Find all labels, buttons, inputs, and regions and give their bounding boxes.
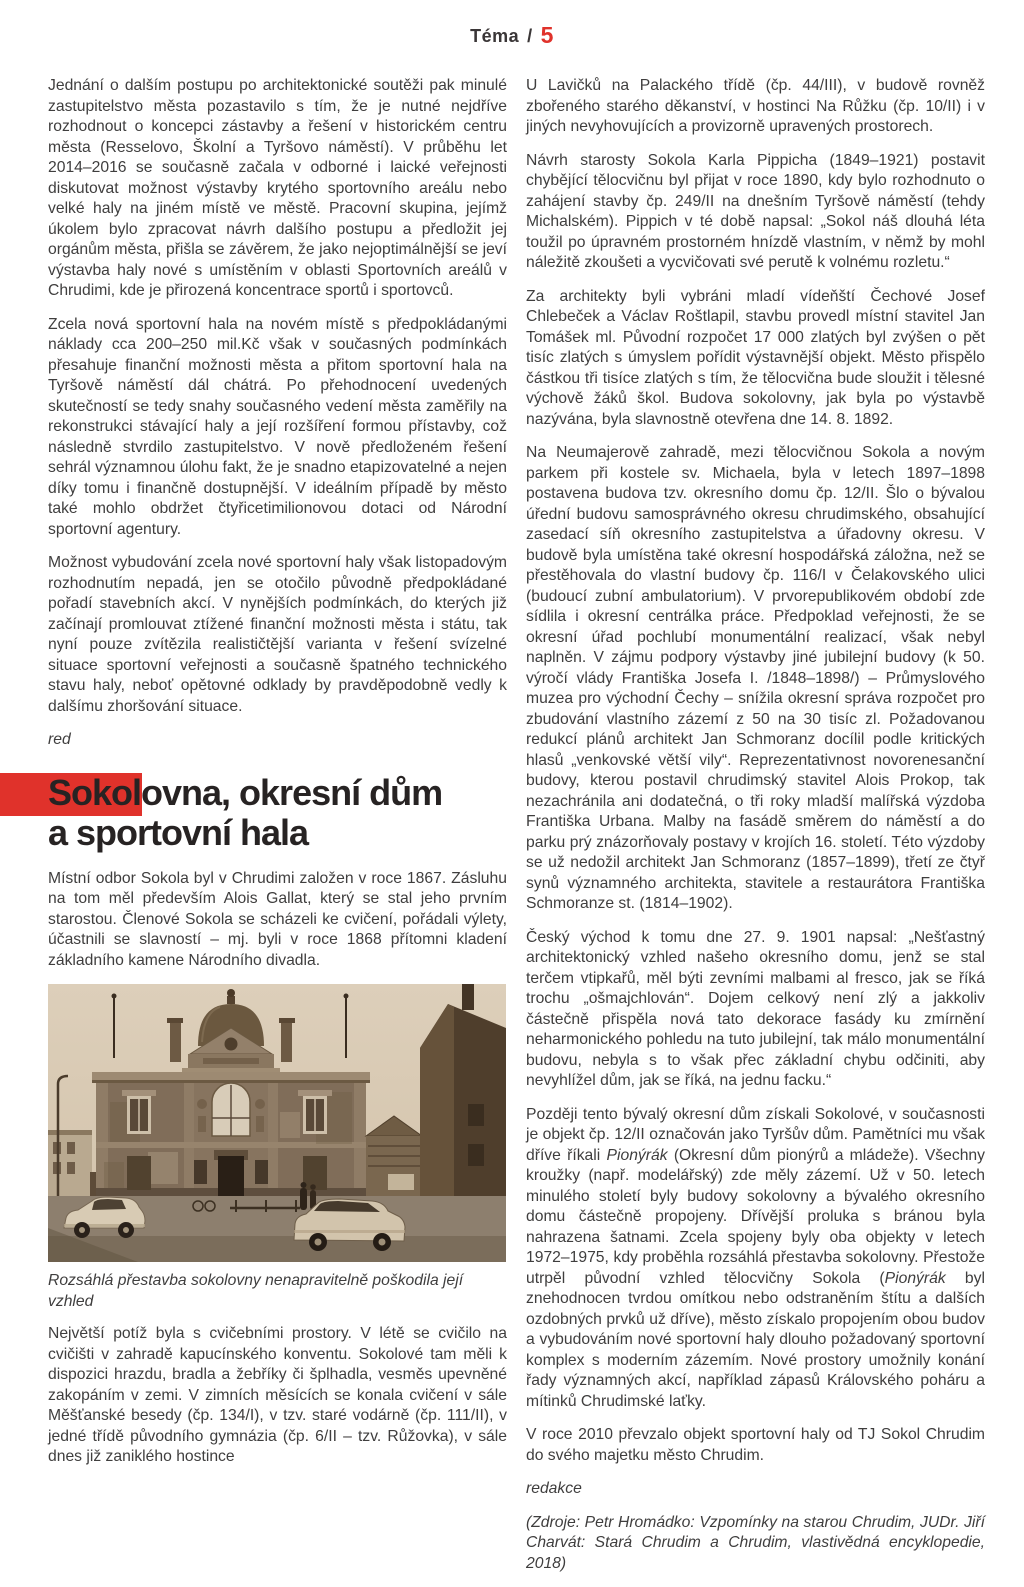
author-byline: red	[48, 731, 71, 748]
paragraph: U Lavičků na Palackého třídě (čp. 44/III), v budově rovněž zbořeného starého děkanství, v hostinci Na Růžku (čp. 10/II) i v jiných nevyhovujících a provizorně upravených prostorech.	[526, 77, 985, 135]
paragraph: Největší potíž byla s cvičebními prostory. V létě se cvičilo na cvičišti v zahradě kapucínského konventu. Sokolové tam měli k dispozici hrazdu, bradla a žebříky či šplhadla, vesměs upevněné zakopáním v zemi. V zimních měsících se konala cvičení v sále Měšťanské besedy (čp. 134/I), v tzv. staré vodárně (čp. 111/II), v jedné třídě původního gymnázia (čp. 6/II – tzv. Růžovka), v sále dnes již zaniklého hostince	[48, 1325, 507, 1465]
section-label: Téma	[470, 26, 520, 46]
paragraph: Návrh starosty Sokola Karla Pippicha (1849–1921) postavit chybějící tělocvičnu byl přijat v roce 1890, kdy bylo rozhodnuto o zahájení stavby čp. 249/II na dnešním Tyršově náměstí (tehdy Michalském). Pippich v té době napsal: „Sokol náš dlouhá léta toužil po úpravném prostorném hnízdě vlastním, v němž by mohl náležitě zkoušeti a vycvičovati své perutě k volnému rozletu.“	[526, 151, 985, 271]
sources-note: (Zdroje: Petr Hromádko: Vzpomínky na starou Chrudim, JUDr. Jiří Charvát: Stará Chrudim a Chrudim, vlastivědná encyklopedie, 2018)	[526, 1513, 985, 1572]
header-separator: /	[527, 26, 533, 46]
sokolovna-photo-illustration	[48, 984, 506, 1262]
left-column	[48, 76, 507, 1587]
page-header	[0, 22, 1024, 49]
article-title-line2: a sportovní hala	[48, 811, 309, 853]
title-highlighted-text: Soko	[48, 771, 133, 813]
article-title	[48, 773, 507, 853]
paragraph: Později tento bývalý okresní dům získali Sokolové, v současnosti je objekt čp. 12/II označován jako Tyršův dům. Pamětníci mu však dříve říkali Pionýrák (Okresní dům pionýrů a mládeže). Všechny kroužky (např. modelářský) zde měly zázemí. Už v 50. letech minulého století byly budovy sokolovny a bývalého okresního domu částečně propojeny. Dřívější proluka s bránou byla nahrazena šatnami. Zcela spojeny byly oba objekty v letech 1972–1975, kdy proběhla rozsáhlá přestavba sokolovny. Přestože utrpěl původní vzhled tělocvičny Sokola (Pionýrák byl znehodnocen tvrdou omítkou nebo odstraněním štítu a dalších ozdobných prvků už dříve), město získalo propojením obou budov a vybudováním nové sportovní haly dlouho požadovaný sportovní komplex s moderním zázemím. Nové prostory umožnily konání řady významných akcí, například zápasů Královského poháru a mítinků Chrudimské laťky.	[526, 1105, 985, 1410]
article-photo	[48, 984, 507, 1312]
paragraph: Za architekty byli vybráni mladí vídeňští Čechové Josef Chlebeček a Václav Roštlapil, stavbu provedl místní stavitel Jan Tomášek ml. Původní rozpočet 17 000 zlatých byl zvýšen o pět tisíc zlatých s úmyslem pořídit výstavnější objekt. Město přispělo částkou tři tisíce zlatých s tím, že tělocvična bude sloužit i tělesné výchově žáků škol. Budova sokolovny, jak byla po výstavbě nazývána, byla slavnostně otevřena dne 14. 8. 1892.	[526, 287, 985, 428]
editor-byline: redakce	[526, 1480, 582, 1497]
page-number: 5	[540, 22, 554, 48]
paragraph: V roce 2010 převzalo objekt sportovní haly od TJ Sokol Chrudim do svého majetku město Chrudim.	[526, 1426, 985, 1464]
article-title-line1	[48, 772, 442, 813]
paragraph: Český východ k tomu dne 27. 9. 1901 napsal: „Nešťastný architektonický vzhled našeho okresního domu, jenž se stal terčem vtipkařů, měl býti zevními malbami al fresco, jak se říká trochu „ošmajchlován“. Dojem celkový není zlý a jakkoliv částečně přispěla nová tato dekorace fasády ku zmírnění neharmonického pohledu na tuto jubilejní, tak málo monumentální budovu, nebyla s to však přec základní chybu odčiniti, aby nevyhlížel dům, jak se říká, na jednu facku.“	[526, 928, 985, 1089]
paragraph: Jednání o dalším postupu po architektonické soutěži pak minulé zastupitelstvo města pozastavilo s tím, že je nutné nejdříve rozhodnout o koncepci zástavby a řešení v historickém centru města (Resselovo, Školní a Tyršovo náměstí). V průběhu let 2014–2016 se současně začala v odborné i laické veřejnosti diskutovat možnost výstavby krytého sportovního areálu nebo velké haly na jiném místě ve městě. Pracovní skupina, jejímž úkolem bylo zpracovat návrh dalšího postupu a předložit jej orgánům města, přišla se závěrem, že jako nejoptimálnější se jeví výstavba haly nové s umístěním v oblasti Sportovních areálů v Chrudimi, kde je přirozená koncentrace sportů i sportovců.	[48, 77, 507, 299]
paragraph: Možnost vybudování zcela nové sportovní haly však listopadovým rozhodnutím nepadá, jen se otočilo původně předpokládané pořadí stavebních akcí. V nynějších podmínkách, do kterých již začínají promlouvat ztížené finanční možnosti města i státu, tak nyní pouze zvítězila realističtější varianta v řešení svízelné situace sportovní veřejnosti a současně špatného technického stavu haly, neboť opětovné odklady by pravděpodobně vedly k dalšímu zhoršování situace.	[48, 554, 507, 715]
paragraph: Místní odbor Sokola byl v Chrudimi založen v roce 1867. Zásluhu na tom měl především Alois Gallat, který se stal jeho prvním starostou. Členové Sokola se scházeli ke cvičení, pořádali výlety, účastnili se slavností – mj. byli v roce 1868 přítomni kladení základního kamene Národního divadla.	[48, 869, 507, 969]
photo-caption: Rozsáhlá přestavba sokolovny nenapravitelně poškodila její vzhled	[48, 1272, 464, 1310]
paragraph: Zcela nová sportovní hala na novém místě s předpokládanými náklady cca 200–250 mil.Kč však v současných podmínkách přesahuje finanční možnosti města a přitom sportovní hala na Tyršově náměstí dál chátrá. Po přehodnocení uvedených skutečností se tedy snahy současného vedení města zaměřily na rekonstrukci stávající haly a její rozšíření formou přístavby, což následně stvrdilo zastupitelstvo. V nově předloženém řešení sehrál významnou úlohu fakt, že je snadno etapizovatelné a nejen díky tomu i finančně dostupnější. V ideálním případě by město také mohlo obdržet čtyřicetimilionovou dotaci od Národní sportovní agentury.	[48, 315, 507, 538]
title-line1-rest: lovna, okresní dům	[132, 771, 443, 813]
paragraph: Na Neumajerově zahradě, mezi tělocvičnou Sokola a novým parkem při kostele sv. Michaela, byla v letech 1897–1898 postavena budova tzv. okresního domu čp. 12/II. Šlo o bývalou úřední budovu samosprávného okresu chrudimského, obsahující zasedací síň okresního zastupitelstva a úřadovny okresu. V budově byla umístěna také okresní hospodářská záložna, než se přestěhovala do vlastní budovy čp. 116/I v Čelakovského ulici (budoucí zubní ambulatorium). V prvorepublikovém období zde sídlila i okresní centrálka práce. Předpoklad veřejnosti, že se okresní úřad pochlubí monumentální realizací, však nebyl naplněn. V zájmu podpory výstavby jiné jubilejní budovy (k 50. výročí vlády Františka Josefa I. /1848–1898/) – Průmyslového muzea pro východní Čechy – snížila okresní správa rozpočet pro zbudování vlastního zázemí z 50 na 30 tisíc zl. Požadovanou redukcí plánů architekt Jan Schmoranz docílil podle kritických hlasů „venkovské větší vily“. Reprezentativnost novorenesanční budovy, kterou postavil chrudimský stavitel Alois Prokop, tak nezachránila ani dodatečná, o tři roky mladší malířská výzdoba Františka Urbana. Malby na fasádě směrem do náměstí a do parku prý znázorňovaly postavy v krojích 16. století. Této výzdoby se už nedožil architekt Jan Schmoranz (1857–1899), třetí ze čtyř synů významného architekta, stavitele a restaurátora Františka Schmoranze st. (1814–1902).	[526, 444, 985, 912]
article-body	[48, 76, 985, 1587]
right-column	[526, 76, 985, 1587]
